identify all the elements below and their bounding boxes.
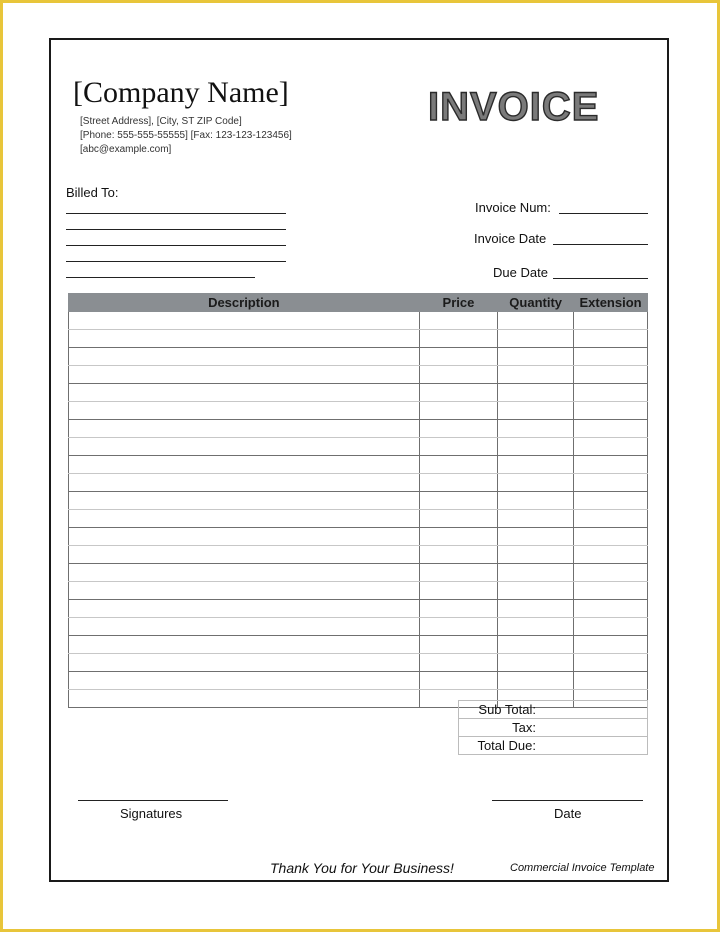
price-cell[interactable]: [419, 438, 498, 456]
company-email: [abc@example.com]: [80, 144, 172, 155]
extension-cell[interactable]: [574, 582, 648, 600]
price-cell[interactable]: [419, 528, 498, 546]
description-cell[interactable]: [69, 672, 420, 690]
quantity-cell[interactable]: [498, 636, 574, 654]
quantity-header: Quantity: [498, 294, 574, 312]
quantity-cell[interactable]: [498, 582, 574, 600]
table-header-row: [69, 294, 648, 312]
totals-table: [458, 700, 648, 755]
total-due-row: [459, 737, 648, 755]
invoice-date-label: Invoice Date: [474, 231, 547, 246]
quantity-cell[interactable]: [498, 672, 574, 690]
description-cell[interactable]: [69, 492, 420, 510]
extension-cell[interactable]: [574, 510, 648, 528]
description-cell[interactable]: [69, 510, 420, 528]
extension-cell[interactable]: [574, 654, 648, 672]
table-body: [69, 312, 648, 708]
description-cell[interactable]: [69, 474, 420, 492]
quantity-cell[interactable]: [498, 420, 574, 438]
quantity-cell[interactable]: [498, 654, 574, 672]
description-cell[interactable]: [69, 528, 420, 546]
table-row: [69, 654, 648, 672]
template-name: Commercial Invoice Template: [510, 862, 655, 874]
extension-cell[interactable]: [574, 474, 648, 492]
description-cell[interactable]: [69, 654, 420, 672]
table-row: [69, 672, 648, 690]
quantity-cell[interactable]: [498, 564, 574, 582]
billed-to-line: [66, 229, 286, 230]
extension-cell[interactable]: [574, 456, 648, 474]
signatures-label: Signatures: [120, 806, 183, 821]
price-cell[interactable]: [419, 384, 498, 402]
extension-cell[interactable]: [574, 672, 648, 690]
price-cell[interactable]: [419, 312, 498, 330]
description-cell[interactable]: [69, 600, 420, 618]
tax-row: [459, 719, 648, 737]
billed-to-line: [66, 277, 255, 278]
price-cell[interactable]: [419, 600, 498, 618]
price-cell[interactable]: [419, 456, 498, 474]
description-cell[interactable]: [69, 384, 420, 402]
description-cell[interactable]: [69, 564, 420, 582]
price-header: Price: [419, 294, 498, 312]
price-cell[interactable]: [419, 636, 498, 654]
extension-cell[interactable]: [574, 366, 648, 384]
quantity-cell[interactable]: [498, 492, 574, 510]
extension-cell[interactable]: [574, 636, 648, 654]
table-row: [69, 492, 648, 510]
description-cell[interactable]: [69, 330, 420, 348]
price-cell[interactable]: [419, 618, 498, 636]
sub-total-label: Sub Total:: [459, 701, 537, 719]
table-row: [69, 384, 648, 402]
quantity-cell[interactable]: [498, 546, 574, 564]
table-row: [69, 402, 648, 420]
invoice-title: INVOICE: [428, 85, 600, 129]
company-name: [Company Name]: [73, 76, 289, 109]
table-row: [69, 474, 648, 492]
table-row: [69, 582, 648, 600]
total-due-value[interactable]: [536, 737, 648, 755]
description-header: Description: [69, 294, 420, 312]
description-cell[interactable]: [69, 312, 420, 330]
price-cell[interactable]: [419, 420, 498, 438]
extension-cell[interactable]: [574, 384, 648, 402]
company-address: [Street Address], [City, ST ZIP Code]: [80, 116, 242, 127]
extension-cell[interactable]: [574, 528, 648, 546]
table-row: [69, 564, 648, 582]
price-cell[interactable]: [419, 330, 498, 348]
quantity-cell[interactable]: [498, 330, 574, 348]
table-row: [69, 456, 648, 474]
invoice-date-line: [553, 244, 648, 245]
billed-to-label: Billed To:: [66, 185, 119, 200]
price-cell[interactable]: [419, 582, 498, 600]
tax-label: Tax:: [459, 719, 537, 737]
table-row: [69, 546, 648, 564]
extension-header: Extension: [574, 294, 648, 312]
description-cell[interactable]: [69, 348, 420, 366]
quantity-cell[interactable]: [498, 402, 574, 420]
date-label: Date: [554, 806, 582, 821]
extension-cell[interactable]: [574, 546, 648, 564]
quantity-cell[interactable]: [498, 618, 574, 636]
sub-total-value[interactable]: [536, 701, 648, 719]
table-row: [69, 330, 648, 348]
extension-cell[interactable]: [574, 492, 648, 510]
table-row: [69, 420, 648, 438]
price-cell[interactable]: [419, 492, 498, 510]
price-cell[interactable]: [419, 672, 498, 690]
extension-cell[interactable]: [574, 438, 648, 456]
tax-value[interactable]: [536, 719, 648, 737]
quantity-cell[interactable]: [498, 528, 574, 546]
extension-cell[interactable]: [574, 618, 648, 636]
company-phone-fax: [Phone: 555-555-55555] [Fax: 123-123-123456]: [80, 130, 292, 141]
table-row: [69, 600, 648, 618]
extension-cell[interactable]: [574, 330, 648, 348]
price-cell[interactable]: [419, 402, 498, 420]
due-date-label: Due Date: [493, 265, 548, 280]
description-cell[interactable]: [69, 690, 420, 708]
description-cell[interactable]: [69, 420, 420, 438]
extension-cell[interactable]: [574, 312, 648, 330]
description-cell[interactable]: [69, 546, 420, 564]
table-row: [69, 618, 648, 636]
description-cell[interactable]: [69, 438, 420, 456]
quantity-cell[interactable]: [498, 438, 574, 456]
quantity-cell[interactable]: [498, 384, 574, 402]
price-cell[interactable]: [419, 348, 498, 366]
invoice-num-line: [559, 213, 648, 214]
thank-you-text: Thank You for Your Business!: [270, 860, 454, 876]
price-cell[interactable]: [419, 474, 498, 492]
price-cell[interactable]: [419, 546, 498, 564]
extension-cell[interactable]: [574, 420, 648, 438]
sub-total-row: [459, 701, 648, 719]
invoice-num-label: Invoice Num:: [475, 200, 551, 215]
quantity-cell[interactable]: [498, 600, 574, 618]
line-items-table: [68, 293, 648, 708]
quantity-cell[interactable]: [498, 348, 574, 366]
table-row: [69, 636, 648, 654]
table-row: [69, 528, 648, 546]
quantity-cell[interactable]: [498, 456, 574, 474]
billed-to-line: [66, 245, 286, 246]
quantity-cell[interactable]: [498, 366, 574, 384]
quantity-cell[interactable]: [498, 474, 574, 492]
quantity-cell[interactable]: [498, 312, 574, 330]
table-row: [69, 366, 648, 384]
description-cell[interactable]: [69, 618, 420, 636]
extension-cell[interactable]: [574, 600, 648, 618]
price-cell[interactable]: [419, 366, 498, 384]
date-line: [492, 800, 643, 801]
description-cell[interactable]: [69, 402, 420, 420]
description-cell[interactable]: [69, 636, 420, 654]
price-cell[interactable]: [419, 510, 498, 528]
table-row: [69, 348, 648, 366]
extension-cell[interactable]: [574, 348, 648, 366]
price-cell[interactable]: [419, 654, 498, 672]
billed-to-line: [66, 261, 286, 262]
due-date-line: [553, 278, 648, 279]
price-cell[interactable]: [419, 564, 498, 582]
signature-line: [78, 800, 228, 801]
total-due-label: Total Due:: [459, 737, 537, 755]
table-row: [69, 312, 648, 330]
description-cell[interactable]: [69, 456, 420, 474]
billed-to-line: [66, 213, 286, 214]
table-row: [69, 438, 648, 456]
extension-cell[interactable]: [574, 564, 648, 582]
description-cell[interactable]: [69, 582, 420, 600]
quantity-cell[interactable]: [498, 510, 574, 528]
extension-cell[interactable]: [574, 402, 648, 420]
table-row: [69, 510, 648, 528]
description-cell[interactable]: [69, 366, 420, 384]
